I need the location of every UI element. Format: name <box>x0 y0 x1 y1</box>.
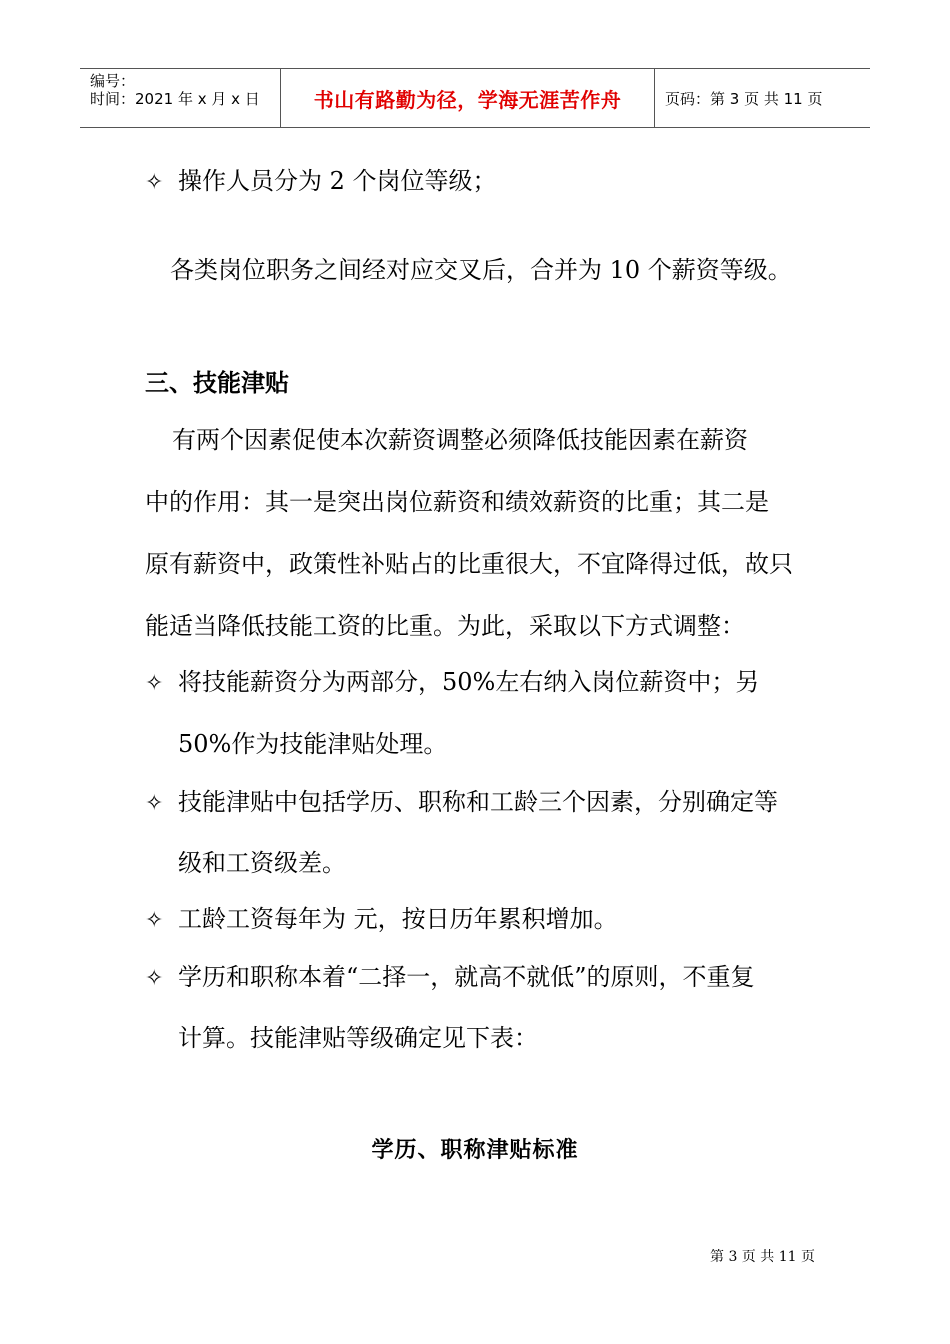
bullet-continuation: 50%作为技能津贴处理。 <box>178 730 448 758</box>
bullet-text: 操作人员分为 2 个岗位等级； <box>178 167 497 195</box>
header-motto: 书山有路勤为径，学海无涯苦作舟 <box>281 69 655 127</box>
paragraph-line: 有两个因素促使本次薪资调整必须降低技能因素在薪资 <box>172 426 748 454</box>
diamond-bullet-icon: ✧ <box>145 791 164 816</box>
section-heading: 三、技能津贴 <box>145 369 289 397</box>
bullet-text: 技能津贴中包括学历、职称和工龄三个因素，分别确定等 <box>178 788 778 816</box>
diamond-bullet-icon: ✧ <box>145 170 164 195</box>
paragraph-salary-grades: 各类岗位职务之间经对应交叉后，合并为 10 个薪资等级。 <box>170 256 792 284</box>
bullet-education-title <box>145 961 755 995</box>
bullet-text: 学历和职称本着“二择一，就高不就低”的原则，不重复 <box>178 963 755 991</box>
paragraph-line: 能适当降低技能工资的比重。为此，采取以下方式调整： <box>145 612 745 640</box>
diamond-bullet-icon: ✧ <box>145 966 164 991</box>
bullet-operators <box>145 165 497 199</box>
header-meta <box>80 69 281 127</box>
page-footer: 第 3 页 共 11 页 <box>710 1249 815 1265</box>
page-header <box>80 68 870 128</box>
bullet-text: 工龄工资每年为 元，按日历年累积增加。 <box>178 905 618 933</box>
diamond-bullet-icon: ✧ <box>145 671 164 696</box>
bullet-skill-split <box>145 666 759 700</box>
bullet-continuation: 计算。技能津贴等级确定见下表： <box>178 1024 538 1052</box>
bullet-text: 将技能薪资分为两部分，50%左右纳入岗位薪资中；另 <box>178 668 760 696</box>
header-page-info: 页码：第 3 页 共 11 页 <box>665 89 823 108</box>
paragraph-line: 中的作用：其一是突出岗位薪资和绩效薪资的比重；其二是 <box>145 488 769 516</box>
document-number-label: 编号： <box>90 72 136 90</box>
bullet-seniority-pay <box>145 903 618 937</box>
bullet-skill-factors <box>145 786 778 820</box>
diamond-bullet-icon: ✧ <box>145 908 164 933</box>
table-title: 学历、职称津贴标准 <box>371 1137 579 1163</box>
bullet-continuation: 级和工资级差。 <box>178 849 346 877</box>
document-date: 时间：2021 年 x 月 x 日 <box>90 90 260 108</box>
paragraph-line: 原有薪资中，政策性补贴占的比重很大，不宜降得过低，故只 <box>145 550 793 578</box>
